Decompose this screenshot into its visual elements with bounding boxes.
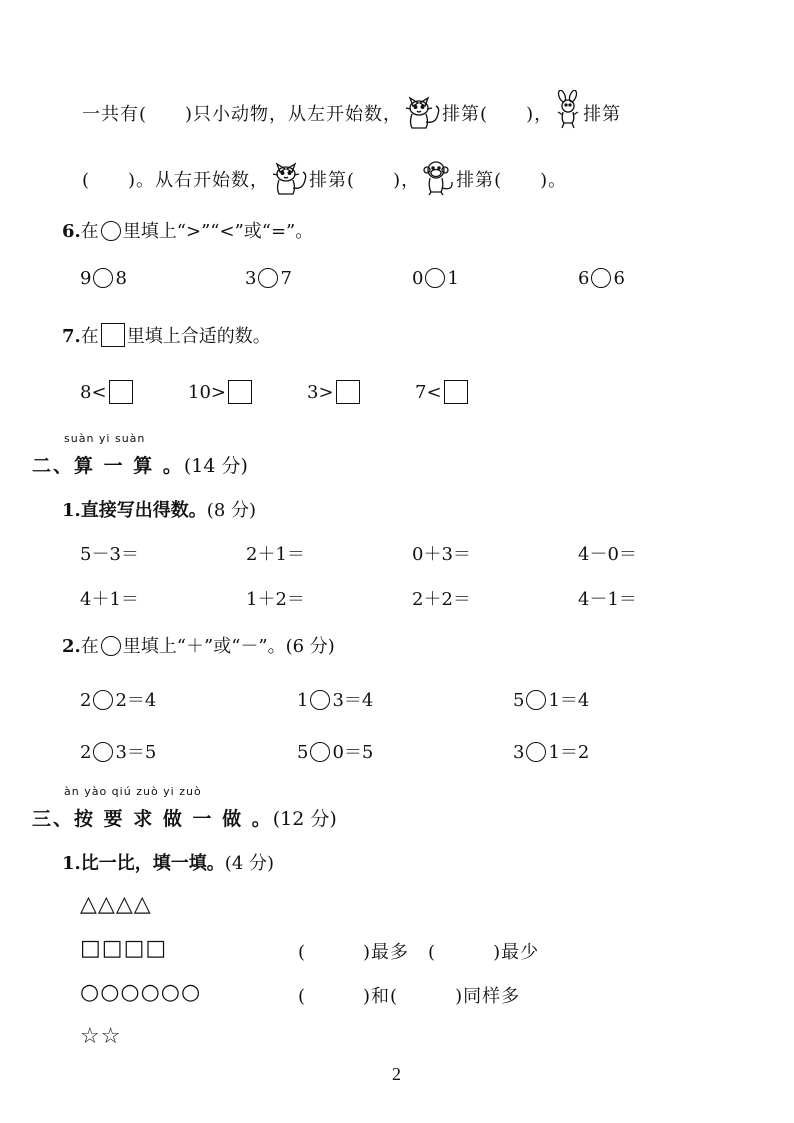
line2-text-b: 排第( )，	[309, 170, 421, 191]
calc-expr: 0＋3＝	[412, 544, 471, 565]
question-title: 1.直接写出得数。	[62, 500, 207, 521]
operand-right: 2＝4	[115, 690, 157, 711]
operand-right: 1＝4	[548, 690, 590, 711]
answer-box[interactable]	[109, 380, 133, 404]
monkey-icon	[420, 158, 456, 201]
compare-left: 6	[578, 268, 590, 289]
question-number: 2.	[62, 636, 81, 657]
line2-text-a: ( )。从右开始数，	[82, 170, 270, 191]
square-row: □□□□	[80, 936, 168, 961]
fill-box-item-3	[307, 380, 360, 404]
animal-count-line-2	[82, 158, 567, 201]
question-6-number: 6.	[62, 221, 81, 242]
operand-left: 3	[513, 742, 525, 763]
question-pre: 在	[80, 636, 99, 657]
line2-text-c: 排第( )。	[456, 170, 568, 191]
operand-left: 2	[80, 742, 92, 763]
operator-circle[interactable]	[93, 742, 113, 762]
compare-left: 0	[412, 268, 424, 289]
operand-left: 5	[297, 742, 309, 763]
question-title: 1.比一比，填一填。	[62, 853, 225, 874]
question-instruction: 里填上“＋”或“－”。	[122, 636, 286, 657]
operand-left: 5	[513, 690, 525, 711]
circle-icon	[101, 221, 121, 241]
line1-text-b: 排第( )，	[442, 104, 554, 125]
line1-text-a: 一共有( )只小动物，从左开始数，	[82, 104, 403, 125]
question-6-instruction: 里填上“>”“<”或“=”。	[122, 221, 314, 242]
question-7-number: 7.	[62, 326, 81, 347]
operand-right: 0＝5	[332, 742, 374, 763]
compare-item-1	[80, 268, 127, 289]
operand-right: 3＝5	[115, 742, 157, 763]
section-2-score: (14 分)	[183, 455, 248, 477]
fill-box-item-4	[415, 380, 468, 404]
fill-box-prefix: 3>	[307, 382, 334, 403]
operator-item	[80, 686, 156, 712]
answer-box[interactable]	[228, 380, 252, 404]
cat-icon	[402, 94, 442, 135]
section-2-question-2-title	[62, 632, 335, 658]
compare-circle[interactable]	[425, 268, 445, 288]
compare-item-4	[578, 268, 625, 289]
operand-left: 1	[297, 690, 309, 711]
answer-box[interactable]	[336, 380, 360, 404]
section-3-question-1-title	[62, 849, 274, 875]
star-row: ☆☆	[80, 1024, 122, 1049]
compare-right: 8	[115, 268, 127, 289]
rabbit-icon	[553, 90, 583, 135]
section-2-heading: 二、算 一 算 。	[32, 455, 184, 477]
operand-right: 1＝2	[548, 742, 590, 763]
question-7-pre: 在	[80, 326, 99, 347]
animal-count-line-1	[82, 90, 621, 135]
fill-box-item-2	[188, 380, 252, 404]
compare-left: 9	[80, 268, 92, 289]
compare-circle[interactable]	[93, 268, 113, 288]
fill-box-prefix: 7<	[415, 382, 442, 403]
section-3-score: (12 分)	[272, 808, 337, 830]
operator-item	[297, 686, 373, 712]
compare-item-2	[245, 268, 292, 289]
calc-expr: 2＋1＝	[246, 544, 305, 565]
fill-box-prefix: 10>	[188, 382, 226, 403]
operand-left: 2	[80, 690, 92, 711]
calc-expr: 4－1＝	[578, 589, 637, 610]
operator-circle[interactable]	[310, 742, 330, 762]
triangle-row: △△△△	[80, 892, 152, 917]
question-7-title	[62, 322, 271, 348]
page-number: 2	[392, 1064, 401, 1084]
question-7-instruction: 里填上合适的数。	[126, 326, 271, 347]
cat-icon	[269, 160, 309, 201]
compare-circle[interactable]	[258, 268, 278, 288]
question-score: (8 分)	[206, 500, 257, 521]
operator-circle[interactable]	[526, 690, 546, 710]
circle-row: ○○○○○○	[80, 980, 202, 1005]
question-score: (4 分)	[224, 853, 275, 874]
section-2-question-1-title	[62, 496, 256, 522]
calc-expr: 4＋1＝	[80, 589, 139, 610]
calc-expr: 5－3＝	[80, 544, 139, 565]
compare-right: 7	[280, 268, 292, 289]
calc-expr: 2＋2＝	[412, 589, 471, 610]
calc-expr: 1＋2＝	[246, 589, 305, 610]
compare-circle[interactable]	[591, 268, 611, 288]
question-6-title	[62, 217, 313, 243]
compare-left: 3	[245, 268, 257, 289]
circle-icon	[101, 636, 121, 656]
operator-item	[513, 686, 589, 712]
answer-box[interactable]	[444, 380, 468, 404]
section-2-pinyin: suàn yi suàn	[64, 432, 146, 445]
fill-box-item-1	[80, 380, 133, 404]
most-least-answer[interactable]: ( )最多 ( )最少	[298, 942, 540, 963]
operator-circle[interactable]	[93, 690, 113, 710]
operator-item	[297, 738, 373, 764]
same-answer[interactable]: ( )和( )同样多	[298, 986, 521, 1007]
operator-item	[80, 738, 156, 764]
question-6-pre: 在	[80, 221, 99, 242]
operator-circle[interactable]	[310, 690, 330, 710]
compare-right: 6	[613, 268, 625, 289]
section-3-pinyin: àn yào qiú zuò yi zuò	[64, 785, 202, 798]
square-icon	[101, 323, 125, 347]
question-score: (6 分)	[285, 636, 335, 657]
calc-expr: 4－0＝	[578, 544, 637, 565]
section-3-heading: 三、按 要 求 做 一 做 。	[32, 808, 273, 830]
operand-right: 3＝4	[332, 690, 374, 711]
section-2-title	[32, 451, 248, 478]
operator-circle[interactable]	[526, 742, 546, 762]
section-3-title	[32, 804, 337, 831]
operator-item	[513, 738, 589, 764]
compare-right: 1	[447, 268, 459, 289]
line1-text-c: 排第	[583, 104, 622, 125]
fill-box-prefix: 8<	[80, 382, 107, 403]
compare-item-3	[412, 268, 459, 289]
